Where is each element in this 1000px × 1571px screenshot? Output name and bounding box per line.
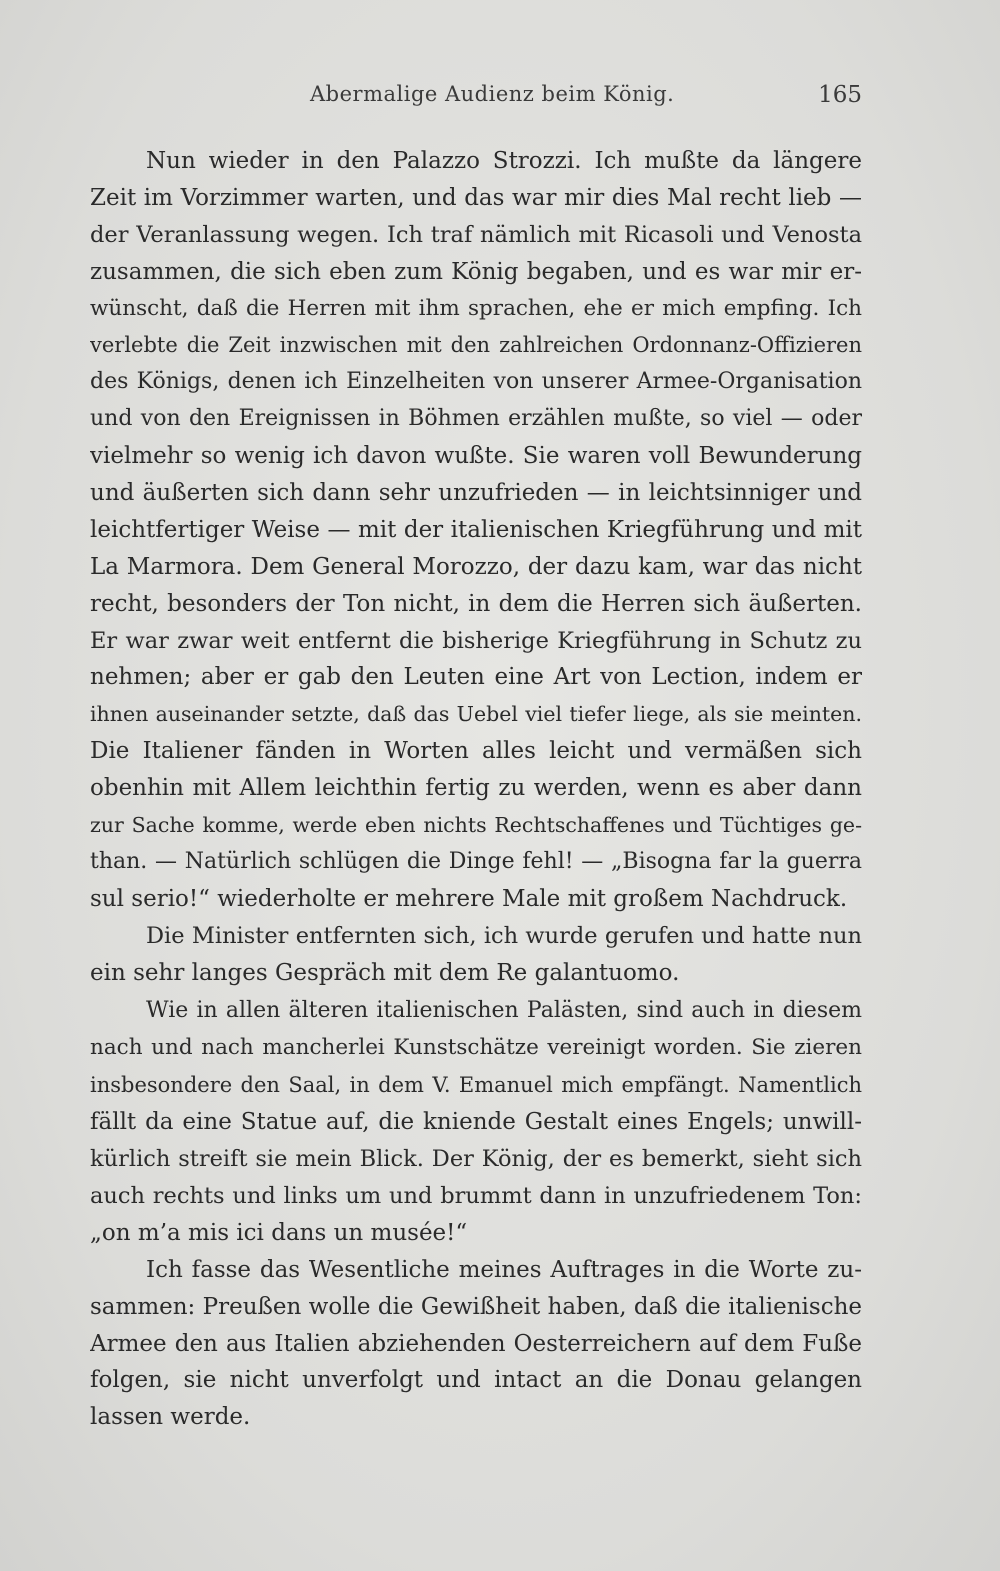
text-line: und äußerten sich dann sehr unzufrieden — in leichtsinniger und (90, 480, 862, 507)
text-line: verlebte die Zeit inzwischen mit den zahlreichen Ordonnanz-Offizieren (90, 333, 862, 358)
text-line: ein sehr langes Gespräch mit dem Re galantuomo. (90, 959, 680, 986)
body-text (90, 143, 862, 1436)
text-line: Wie in allen älteren italienischen Palästen, sind auch in diesem (146, 998, 862, 1024)
text-line: insbesondere den Saal, in dem V. Emanuel mich empfängt. Namentlich (90, 1073, 862, 1098)
text-line: vielmehr so wenig ich davon wußte. Sie waren voll Bewunderung (90, 443, 862, 470)
text-line: zusammen, die sich eben zum König begaben, und es war mir er- (90, 258, 862, 285)
text-line: kürlich streift sie mein Blick. Der König, der es bemerkt, sieht sich (90, 1146, 862, 1173)
text-line: Die Minister entfernten sich, ich wurde gerufen und hatte nun (146, 922, 862, 949)
text-line: obenhin mit Allem leichthin fertig zu werden, wenn es aber dann (90, 775, 862, 802)
text-line: Ich fasse das Wesentliche meines Auftrages in die Worte zu- (146, 1256, 862, 1283)
text-line: Die Italiener fänden in Worten alles leicht und vermäßen sich (90, 738, 862, 765)
text-line: „on m’a mis ici dans un musée!“ (90, 1219, 468, 1246)
text-line: ihnen auseinander setzte, daß das Uebel viel tiefer liege, als sie meinten. (90, 702, 862, 727)
text-line: recht, besonders der Ton nicht, in dem die Herren sich äußerten. (90, 590, 862, 617)
text-line: Zeit im Vorzimmer warten, und das war mir dies Mal recht lieb — (90, 184, 862, 211)
text-line: Nun wieder in den Palazzo Strozzi. Ich mußte da längere (146, 148, 862, 174)
text-line: nach und nach mancherlei Kunstschätze vereinigt worden. Sie zieren (90, 1035, 862, 1061)
text-line: und von den Ereignissen in Böhmen erzählen mußte, so viel — oder (90, 406, 862, 432)
text-line: wünscht, daß die Herren mit ihm sprachen, ehe er mich empfing. Ich (90, 295, 862, 321)
text-line: sul serio!“ wiederholte er mehrere Male mit großem Nachdruck. (90, 885, 848, 912)
text-line: der Veranlassung wegen. Ich traf nämlich mit Ricasoli und Venosta (90, 221, 862, 248)
text-line: zur Sache komme, werde eben nichts Rechtschaffenes und Tüchtiges ge- (90, 813, 862, 838)
running-header (90, 82, 862, 122)
running-title: Abermalige Audienz beim König. (310, 82, 675, 106)
text-line: than. — Natürlich schlügen die Dinge fehl! — „Bisogna far la guerra (90, 848, 862, 874)
text-line: Er war zwar weit entfernt die bisherige Kriegführung in Schutz zu (90, 627, 862, 654)
text-line: sammen: Preußen wolle die Gewißheit haben, daß die italienische (90, 1293, 862, 1320)
text-line: lassen werde. (90, 1404, 251, 1431)
text-line: Armee den aus Italien abziehenden Oesterreichern auf dem Fuße (90, 1330, 862, 1357)
page-number: 165 (818, 82, 862, 108)
text-line: fällt da eine Statue auf, die kniende Gestalt eines Engels; unwill- (90, 1109, 862, 1136)
text-line: des Königs, denen ich Einzelheiten von unserer Armee-Organisation (90, 369, 862, 395)
text-line: nehmen; aber er gab den Leuten eine Art von Lection, indem er (90, 664, 862, 691)
text-line: La Marmora. Dem General Morozzo, der dazu kam, war das nicht (90, 553, 862, 580)
text-line: leichtfertiger Weise — mit der italienischen Kriegführung und mit (90, 516, 862, 543)
text-line: folgen, sie nicht unverfolgt und intact an die Donau gelangen (90, 1367, 862, 1394)
text-line: auch rechts und links um und brummt dann in unzufriedenem Ton: (90, 1182, 862, 1209)
